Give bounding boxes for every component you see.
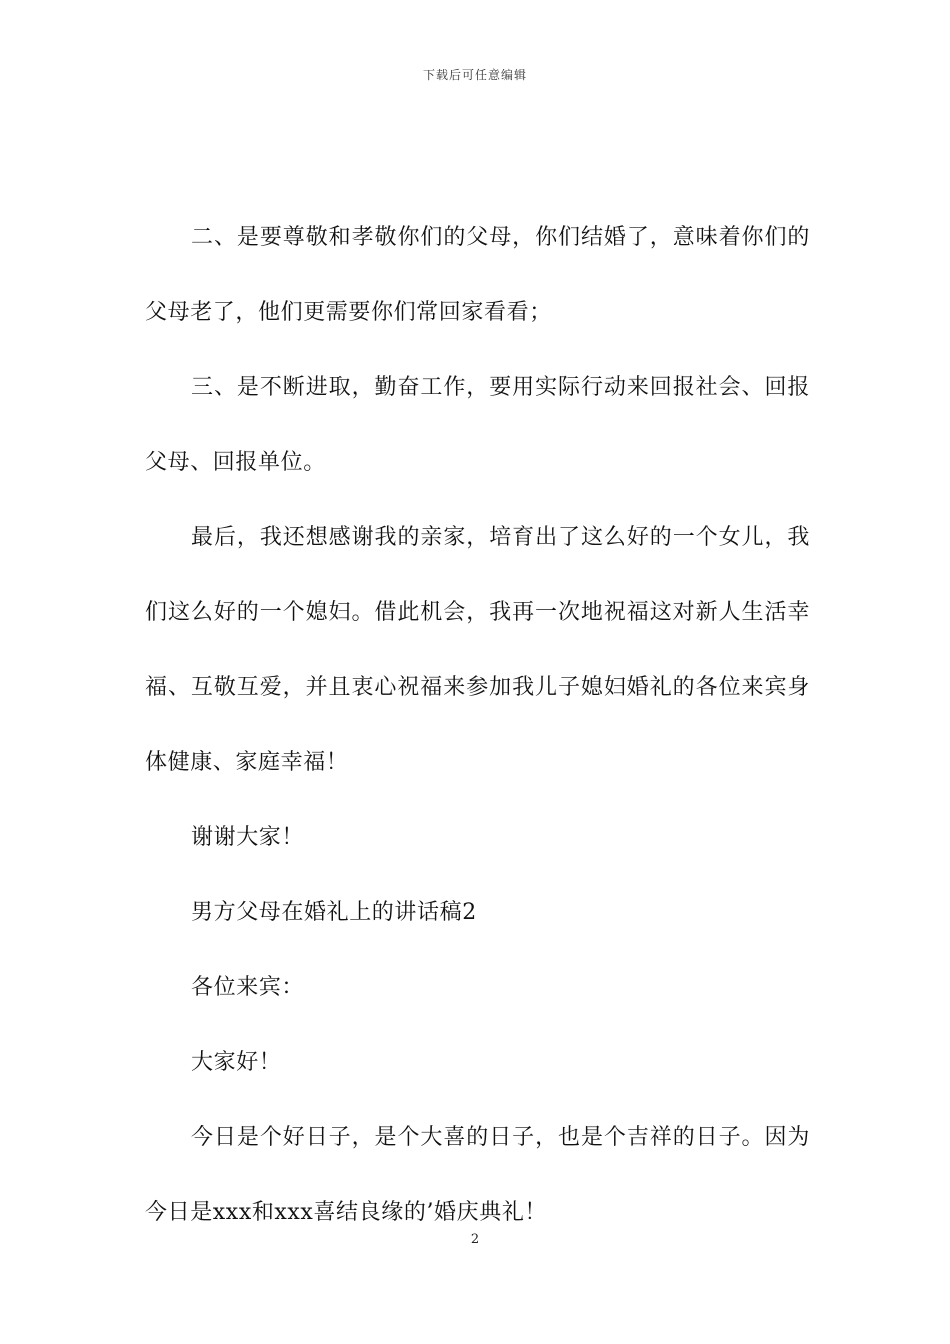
paragraph-work-hard: 三、是不断进取，勤奋工作，要用实际行动来回报社会、回报父母、回报单位。 bbox=[145, 375, 810, 475]
page-header: 下载后可任意编辑 bbox=[422, 68, 527, 82]
paragraph-good-day: 今日是个好日子，是个大喜的日子，也是个吉祥的日子。因为今日是xxx和xxx喜结良缘的’婚庆典礼！ bbox=[145, 1125, 810, 1225]
paragraph-thanks-in-laws: 最后，我还想感谢我的亲家，培育出了这么好的一个女儿，我们这么好的一个媳妇。借此机会，我再一次地祝福这对新人生活幸福、互敬互爱，并且衷心祝福来参加我儿子媳妇婚礼的各位来宾身体健康、家庭幸福！ bbox=[145, 525, 810, 775]
page-number: 2 bbox=[470, 1232, 480, 1247]
document-body bbox=[145, 200, 810, 1250]
paragraph-respect-parents: 二、是要尊敬和孝敬你们的父母，你们结婚了，意味着你们的父母老了，他们更需要你们常回家看看； bbox=[145, 225, 810, 325]
paragraph-thank-you: 谢谢大家！ bbox=[191, 825, 305, 850]
paragraph-hello: 大家好！ bbox=[191, 1050, 282, 1075]
section-title: 男方父母在婚礼上的讲话稿2 bbox=[191, 900, 477, 925]
paragraph-greeting-guests: 各位来宾： bbox=[191, 975, 305, 1000]
